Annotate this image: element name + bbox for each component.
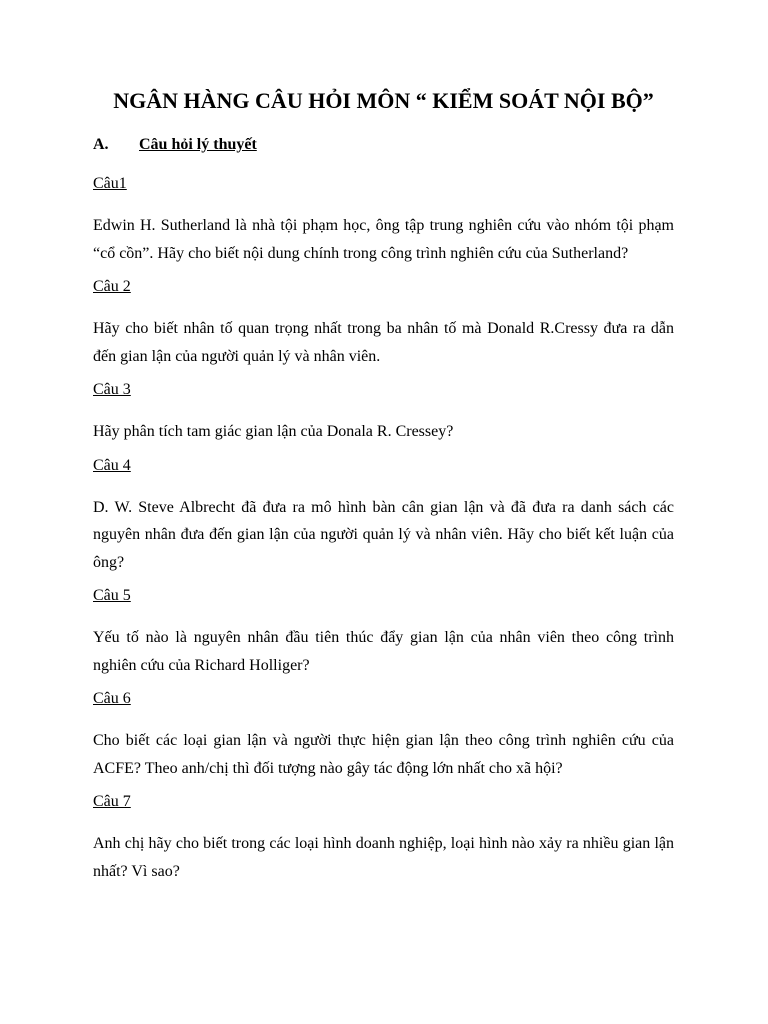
section-letter: A.: [93, 136, 109, 153]
question-text: Cho biết các loại gian lận và người thực hiện gian lận theo công trình nghiên cứu của ACFE? Theo anh/chị thì đối tượng nào gây tác động lớn nhất cho xã hội?: [93, 732, 674, 777]
question-7: [93, 792, 674, 885]
question-label: Câu1: [93, 175, 127, 192]
question-1: [93, 174, 674, 267]
question-label: Câu 3: [93, 381, 131, 398]
question-text: Edwin H. Sutherland là nhà tội phạm học, ông tập trung nghiên cứu vào nhóm tội phạm “cổ cồn”. Hãy cho biết nội dung chính trong công trình nghiên cứu của Sutherland?: [93, 217, 674, 262]
question-text: Hãy cho biết nhân tố quan trọng nhất trong ba nhân tố mà Donald R.Cressy đưa ra dẫn đến gian lận của người quản lý và nhân viên.: [93, 320, 674, 365]
section-heading: [93, 135, 674, 155]
question-label: Câu 7: [93, 793, 131, 810]
question-label: Câu 4: [93, 456, 131, 474]
question-6: [93, 689, 674, 782]
question-5: [93, 586, 674, 679]
question-2: [93, 277, 674, 370]
question-label: Câu 6: [93, 690, 131, 707]
question-text: D. W. Steve Albrecht đã đưa ra mô hình bàn cân gian lận và đã đưa ra danh sách các nguyên nhân đưa đến gian lận của người quản lý và nhân viên. Hãy cho biết kết luận của ông?: [93, 498, 674, 571]
question-text: Yếu tố nào là nguyên nhân đầu tiên thúc đẩy gian lận của nhân viên theo công trình nghiên cứu của Richard Holliger?: [93, 629, 674, 674]
question-3: [93, 380, 674, 446]
question-label: Câu 5: [93, 587, 131, 604]
question-text: Anh chị hãy cho biết trong các loại hình doanh nghiệp, loại hình nào xảy ra nhiều gian lận nhất? Vì sao?: [93, 835, 674, 880]
section-label: Câu hỏi lý thuyết: [139, 136, 257, 153]
question-label: Câu 2: [93, 278, 131, 295]
question-text: Hãy phân tích tam giác gian lận của Donala R. Cressey?: [93, 423, 454, 440]
question-4: [93, 456, 674, 577]
document-title: NGÂN HÀNG CÂU HỎI MÔN “ KIỂM SOÁT NỘI BỘ”: [113, 88, 654, 113]
